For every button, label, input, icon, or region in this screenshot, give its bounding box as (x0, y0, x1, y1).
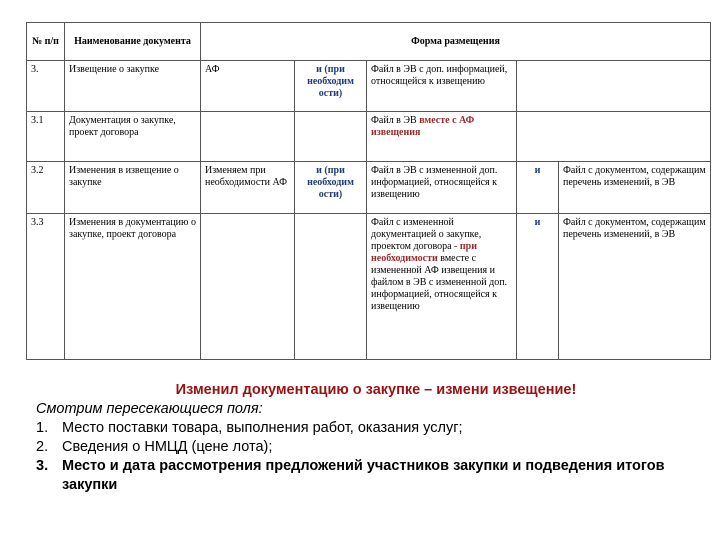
row-empty (517, 61, 711, 112)
table-row (27, 214, 711, 360)
summary-subtitle: Смотрим пересекающиеся поля: (36, 401, 263, 417)
file-part2: вместе с измененной АФ извещения и файлом в ЭВ с измененной доп. информацией, относящейся к извещению (371, 253, 508, 312)
row-name: Изменения в извещение о закупке (65, 162, 201, 214)
list-item-text: Место поставки товара, выполнения работ, оказания услуг; (62, 420, 463, 436)
row-form-af: АФ (201, 61, 295, 112)
row-file (367, 112, 517, 162)
header-form: Форма размещения (201, 23, 711, 61)
table-row (27, 61, 711, 112)
header-row (27, 23, 711, 61)
row-num: 3.3 (27, 214, 65, 360)
placement-table (26, 22, 711, 360)
list-item-number: 3. (36, 458, 49, 474)
file-part1: Файл с измененной документацией о закупке, проектом договора (371, 217, 482, 252)
list-item (36, 457, 696, 495)
row-file: Файл в ЭВ с доп. информацией, относящейся к извещению (367, 61, 517, 112)
row-optional: и (при необходим ости) (295, 61, 367, 112)
table-row (27, 112, 711, 162)
file-prefix: Файл в ЭВ (371, 115, 417, 126)
list-item (36, 438, 696, 457)
header-num: № п/п (27, 23, 65, 61)
row-empty (517, 112, 711, 162)
file-red: при необходимости (371, 241, 477, 264)
row-empty (201, 214, 295, 360)
row-file (367, 214, 517, 360)
list-item-text: Сведения о НМЦД (цене лота); (62, 439, 273, 455)
row-name: Извещение о закупке (65, 61, 201, 112)
list-item-number: 1. (36, 420, 49, 436)
summary-block (36, 381, 696, 495)
row-name: Изменения в документацию о закупке, проект договора (65, 214, 201, 360)
row-num: 3.1 (27, 112, 65, 162)
row-optional: и (при необходим ости) (295, 162, 367, 214)
list-item-text: Место и дата рассмотрения предложений участников закупки и подведения итогов закупки (62, 458, 665, 493)
row-form-af: Изменяем при необходимости АФ (201, 162, 295, 214)
file-dash: - (454, 241, 458, 252)
row-name: Документация о закупке, проект договора (65, 112, 201, 162)
list-item (36, 419, 696, 438)
summary-title: Изменил документацию о закупке – измени извещение! (175, 382, 577, 398)
row-and: и (517, 162, 559, 214)
row-empty (201, 112, 295, 162)
row-num: 3. (27, 61, 65, 112)
row-changes-file: Файл с документом, содержащим перечень изменений, в ЭВ (559, 162, 711, 214)
row-and: и (517, 214, 559, 360)
row-changes-file: Файл с документом, содержащим перечень изменений, в ЭВ (559, 214, 711, 360)
row-empty (295, 112, 367, 162)
row-num: 3.2 (27, 162, 65, 214)
file-highlight: вместе с АФ извещения (371, 115, 475, 138)
row-empty (295, 214, 367, 360)
list-item-number: 2. (36, 439, 49, 455)
header-name: Наименование документа (65, 23, 201, 61)
row-file: Файл в ЭВ с измененной доп. информацией, относящейся к извещению (367, 162, 517, 214)
table-row (27, 162, 711, 214)
